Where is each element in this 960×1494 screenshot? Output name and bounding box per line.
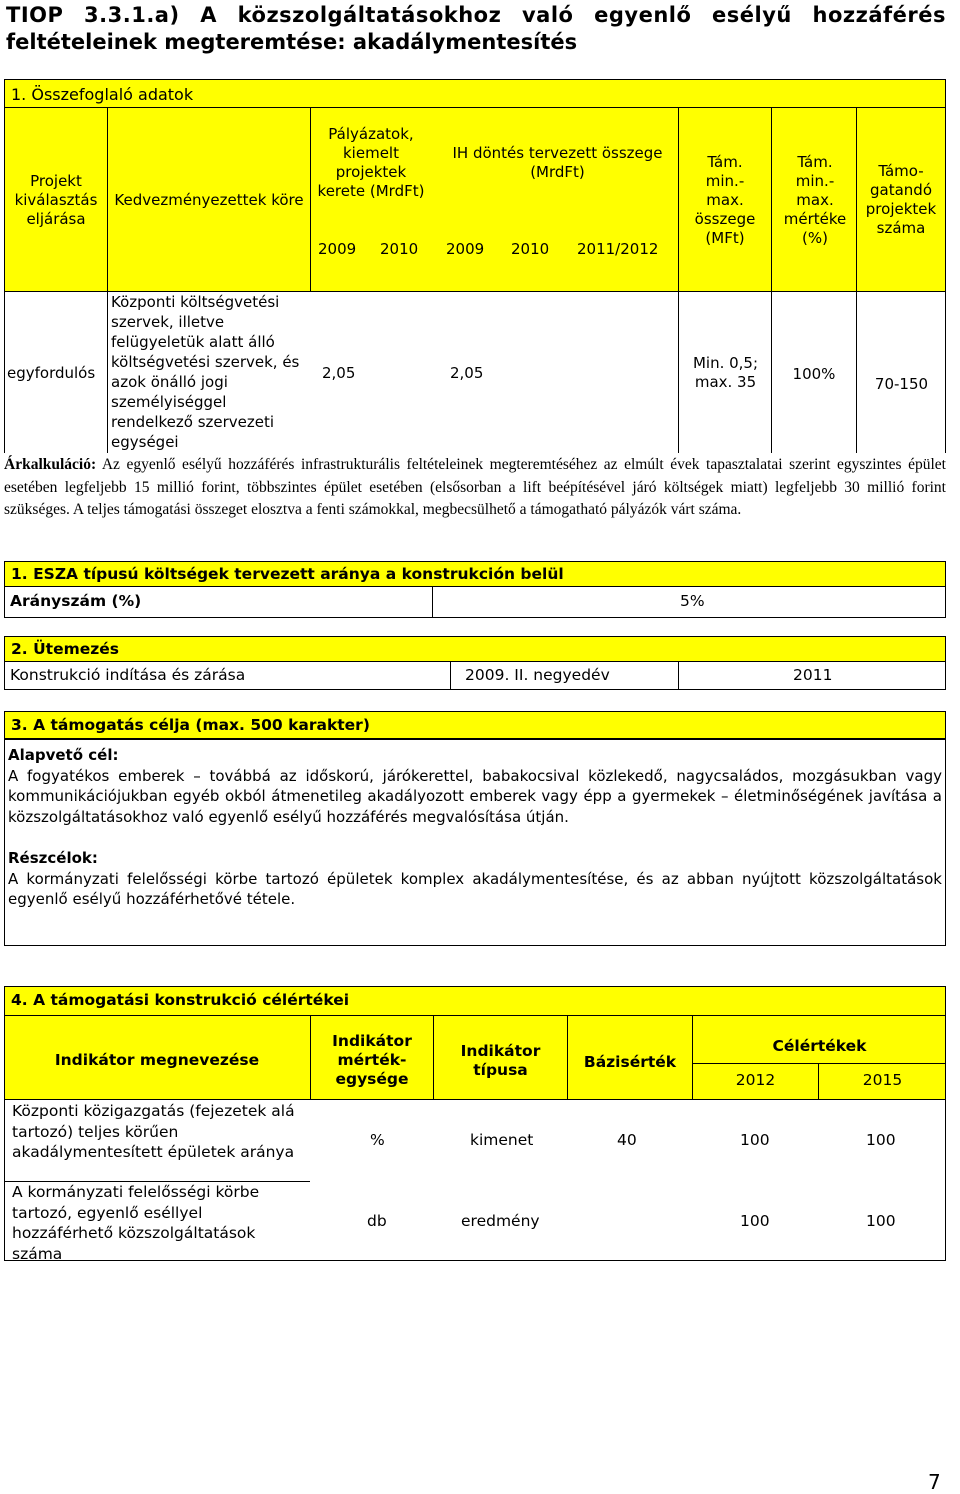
row1-tipusa: kimenet bbox=[470, 1131, 534, 1149]
cel-content bbox=[8, 745, 942, 910]
arkalkulacio-label: Árkalkuláció: bbox=[4, 456, 97, 473]
alapveto-label: Alapvető cél: bbox=[8, 746, 119, 764]
header-kedvezmenyezettek: Kedvezményezettek köre bbox=[114, 190, 304, 209]
celertekek-heading: 4. A támogatási konstrukció célértékei bbox=[4, 986, 946, 1016]
row2-2012: 100 bbox=[740, 1212, 770, 1230]
page-number: 7 bbox=[928, 1470, 941, 1494]
header-ih: IH döntés tervezett összege (MrdFt) bbox=[452, 143, 663, 181]
row-val-2009b: 2,05 bbox=[450, 364, 484, 382]
utemezes-start: 2009. II. negyedév bbox=[465, 666, 610, 684]
esza-heading: 1. ESZA típusú költségek tervezett aránya a konstrukción belül bbox=[4, 561, 946, 587]
header-tamogatando: Támo- gatandó projektek száma bbox=[865, 162, 937, 237]
col-2012: 2012 bbox=[735, 1070, 776, 1089]
row-tam-osszege: Min. 0,5; max. 35 bbox=[692, 354, 759, 391]
row1-2015: 100 bbox=[866, 1131, 896, 1149]
row-tamogatando: 70-150 bbox=[874, 374, 929, 393]
row1-2012: 100 bbox=[740, 1131, 770, 1149]
col-celertekek: Célértékek bbox=[772, 1036, 867, 1055]
col-megnevezes: Indikátor megnevezése bbox=[54, 1050, 260, 1069]
esza-label: Arányszám (%) bbox=[10, 592, 142, 610]
reszcelok-label: Részcélok: bbox=[8, 849, 98, 867]
row1-bazisertek: 40 bbox=[617, 1131, 637, 1149]
header-tam-osszege: Tám. min.- max. összege (MFt) bbox=[694, 152, 756, 247]
row-kedvezmenyezettek: Központi költségvetési szervek, illetve felügyeletük alatt álló költségvetési szervek, és azok önálló jogi személyiséggel rendelkező szervezeti egységei bbox=[111, 293, 300, 451]
utemezes-heading: 2. Ütemezés bbox=[4, 636, 946, 662]
year-2011-2012: 2011/2012 bbox=[577, 240, 659, 258]
col-mertekegyseg: Indikátor mérték- egysége bbox=[332, 1031, 412, 1088]
row2-mertekegyseg: db bbox=[367, 1212, 387, 1230]
year-2010-b: 2010 bbox=[511, 240, 550, 258]
alapveto-text: A fogyatékos emberek – továbbá az időskorú, járókerettel, babakocsival közlekedő, nagycsaládos, mozgásukban vagy kommunikációjukban egyéb okból átmenetileg akadályozott emberek vagy épp a gyermekek – életminőségének javítása a közszolgáltatásokhoz való egyenlő esélyű hozzáférés megvalósítása útján. bbox=[8, 766, 942, 826]
esza-value: 5% bbox=[680, 592, 705, 610]
title-line-1: TIOP 3.3.1.a) A közszolgáltatásokhoz való egyenlő esélyű hozzáférés bbox=[6, 3, 946, 27]
utemezes-label: Konstrukció indítása és zárása bbox=[10, 666, 246, 684]
summary-heading: 1. Összefoglaló adatok bbox=[4, 79, 946, 108]
page-title bbox=[6, 2, 946, 56]
year-2010-a: 2010 bbox=[380, 240, 419, 258]
title-line-2: feltételeinek megteremtése: akadálymentesítés bbox=[6, 30, 578, 54]
col-2015: 2015 bbox=[862, 1070, 903, 1089]
col-tipusa: Indikátor típusa bbox=[460, 1042, 541, 1079]
esza-row bbox=[4, 586, 946, 618]
row2-megnevezes: A kormányzati felelősségi körbe tartozó, egyenlő eséllyel hozzáférhető közszolgáltatások száma bbox=[12, 1183, 260, 1263]
header-projekt: Projekt kiválasztás eljárása bbox=[14, 171, 98, 228]
row2-2015: 100 bbox=[866, 1212, 896, 1230]
header-tam-merteke: Tám. min.- max. mértéke (%) bbox=[783, 152, 847, 247]
row1-mertekegyseg: % bbox=[370, 1131, 385, 1149]
row-val-2009: 2,05 bbox=[322, 364, 356, 382]
row-tam-merteke: 100% bbox=[792, 364, 836, 383]
cel-heading: 3. A támogatás célja (max. 500 karakter) bbox=[4, 711, 946, 739]
row1-megnevezes: Központi közigazgatás (fejezetek alá tartozó) teljes körűen akadálymentesített épületek aránya bbox=[12, 1102, 295, 1161]
year-2009-b: 2009 bbox=[446, 240, 485, 258]
col-bazisertek: Bázisérték bbox=[583, 1052, 677, 1071]
year-2009-a: 2009 bbox=[318, 240, 357, 258]
header-palyazatok: Pályázatok, kiemelt projektek kerete (MrdFt) bbox=[317, 124, 425, 200]
utemezes-end: 2011 bbox=[793, 666, 833, 684]
row-projekt: egyfordulós bbox=[7, 364, 96, 382]
row2-tipusa: eredmény bbox=[461, 1212, 540, 1230]
arkalkulacio-text: Az egyenlő esélyű hozzáférés infrastrukturális feltételeinek megteremtéséhez az elmúlt évek tapasztalatai szerint egyszintes épület esetében legfeljebb 15 millió forint, többszintes épület esetében (elsősorban a lift beépítésével járó költségek miatt) legfeljebb 30 millió forint szükséges. A teljes támogatási összeget elosztva a fenti számokkal, megbecsülhető a támogatható pályázók várt száma. bbox=[4, 456, 946, 518]
reszcelok-text: A kormányzati felelősségi körbe tartozó épületek komplex akadálymentesítése, és az abban nyújtott közszolgáltatások egyenlő esélyű hozzáférhetővé tétele. bbox=[8, 869, 942, 908]
arkalkulacio bbox=[4, 454, 946, 522]
